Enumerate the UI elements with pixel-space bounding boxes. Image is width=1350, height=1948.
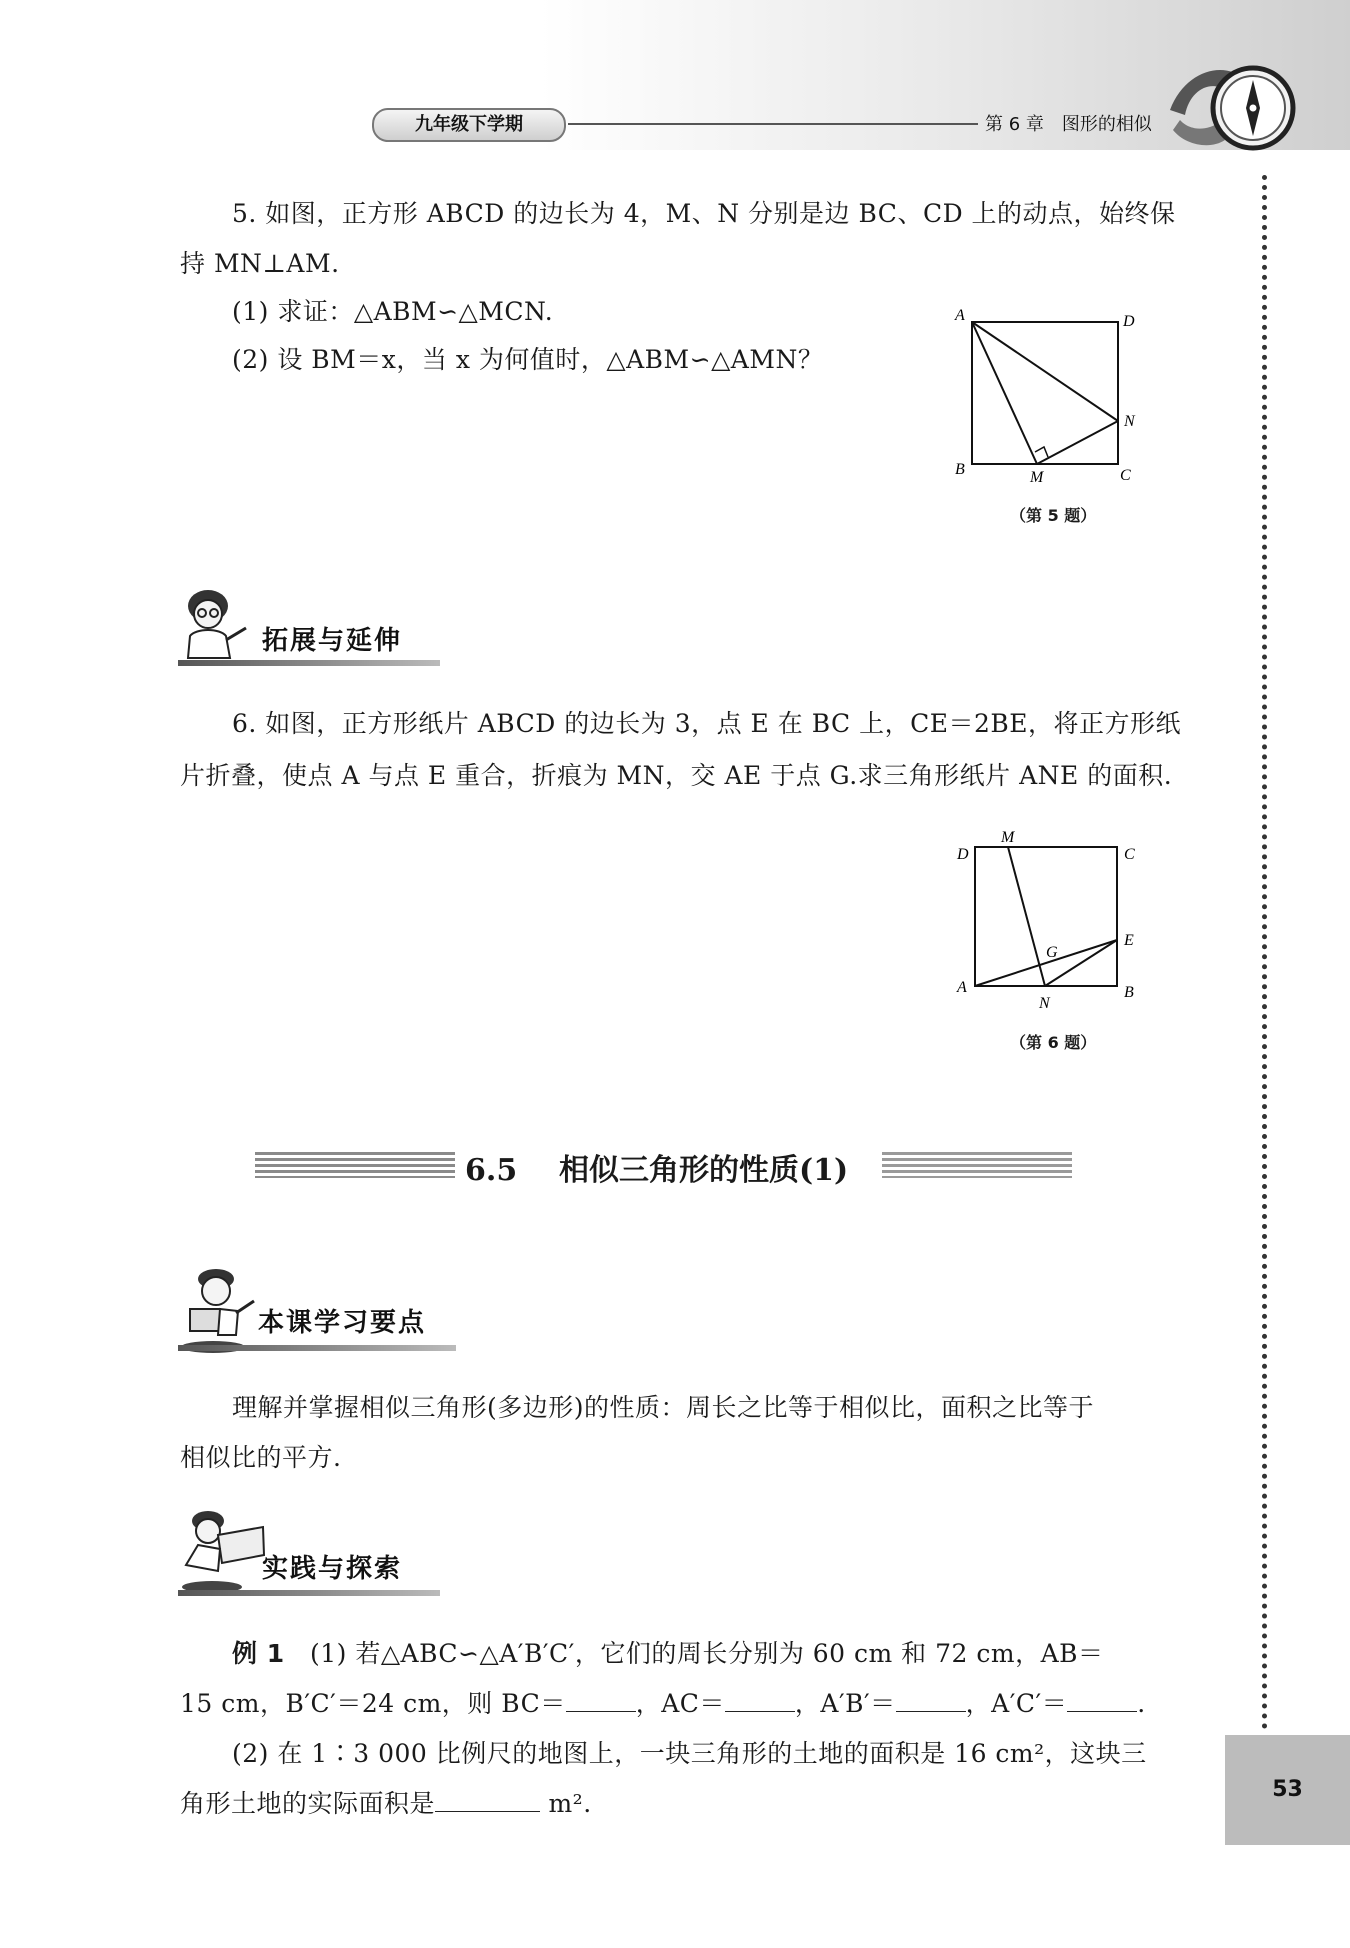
problem5-sub2: (2) 设 BM＝x，当 x 为何值时，△ABM∽△AMN？ (232, 345, 824, 374)
fig5-label-A: A (955, 307, 965, 324)
section-title (465, 1145, 848, 1189)
blank-ac[interactable] (725, 1685, 795, 1712)
example1-line4 (180, 1780, 592, 1828)
keypoints-line1: 理解并掌握相似三角形(多边形)的性质：周长之比等于相似比，面积之比等于 (232, 1393, 1095, 1422)
fig5-label-D: D (1123, 313, 1135, 330)
fig5-label-C: C (1120, 467, 1131, 484)
compass-icon (1165, 60, 1300, 155)
blank-ac-prime[interactable] (1067, 1685, 1137, 1712)
fig6-label-G: G (1046, 944, 1058, 961)
section-name: 相似三角形的性质(1) (558, 1153, 849, 1188)
fig6-label-A: A (957, 979, 967, 996)
blank-ab-prime[interactable] (896, 1685, 966, 1712)
fig6-label-N: N (1039, 995, 1050, 1012)
keypoints-heading: 本课学习要点 (258, 1308, 427, 1338)
fig5-label-M: M (1030, 469, 1044, 486)
student-writing-mascot-icon (178, 1505, 268, 1595)
keypoints-underline (178, 1345, 456, 1351)
example1-line3: (2) 在 1∶3 000 比例尺的地图上，一块三角形的土地的面积是 16 cm²，这块三 (232, 1739, 1147, 1768)
practice-underline (178, 1590, 440, 1596)
extension-underline (178, 660, 440, 666)
problem6-line1: 6. 如图，正方形纸片 ABCD 的边长为 3，点 E 在 BC 上，CE＝2BE，将正方形纸 (232, 709, 1182, 738)
fig5-label-N: N (1124, 413, 1135, 430)
fig6-label-E: E (1124, 932, 1134, 949)
problem6-caption: （第 6 题） (1010, 1033, 1097, 1052)
student-reading-mascot-icon (178, 1265, 258, 1355)
teacher-mascot-icon (178, 588, 248, 660)
fig6-label-D: D (957, 846, 969, 863)
example1-line2-d: ，A′C′＝ (965, 1689, 1068, 1718)
problem6-line2: 片折叠，使点 A 与点 E 重合，折痕为 MN，交 AE 于点 G.求三角形纸片 ANE 的面积. (180, 761, 1173, 790)
example1-text1: (1) 若△ABC∽△A′B′C′，它们的周长分别为 60 cm 和 72 cm，AB＝ (309, 1639, 1104, 1668)
fig6-label-C: C (1124, 846, 1135, 863)
page-number: 53 (1225, 1735, 1350, 1845)
example1-label: 例 1 (232, 1639, 285, 1668)
practice-heading: 实践与探索 (262, 1554, 403, 1584)
fig5-label-B: B (955, 461, 965, 478)
problem5-line1: 5. 如图，正方形 ABCD 的边长为 4，M、N 分别是边 BC、CD 上的动点，始终保 (232, 199, 1176, 228)
problem5-line2: 持 MN⊥AM. (180, 249, 340, 278)
keypoints-line2: 相似比的平方. (180, 1443, 342, 1472)
example1-line2-e: . (1137, 1689, 1146, 1718)
section-banner-left (255, 1152, 455, 1178)
example1-line4-a: 角形土地的实际面积是 (180, 1789, 436, 1818)
example1-line2-b: ，AC＝ (635, 1689, 725, 1718)
problem5-caption: （第 5 题） (1010, 506, 1097, 525)
example1-line1 (232, 1630, 1104, 1678)
example1-line2-a: 15 cm，B′C′＝24 cm，则 BC＝ (180, 1689, 566, 1718)
problem5-figure (940, 300, 1140, 500)
header-rule (568, 123, 978, 125)
grade-label: 九年级下学期 (372, 108, 566, 142)
chapter-label: 第 6 章 图形的相似 (985, 114, 1152, 135)
fig6-label-B: B (1124, 984, 1134, 1001)
blank-bc[interactable] (566, 1685, 636, 1712)
blank-area[interactable] (435, 1785, 540, 1812)
example1-line2 (180, 1680, 1146, 1728)
margin-dots (1262, 175, 1267, 1730)
fig6-label-M: M (1001, 829, 1015, 846)
example1-line4-b: m². (548, 1789, 592, 1818)
problem6-figure (945, 825, 1145, 1015)
example1-line2-c: ，A′B′＝ (794, 1689, 896, 1718)
section-number: 6.5 (465, 1153, 518, 1188)
extension-heading: 拓展与延伸 (262, 626, 403, 656)
problem5-sub1: (1) 求证：△ABM∽△MCN. (232, 297, 554, 326)
section-banner-right (882, 1152, 1072, 1178)
